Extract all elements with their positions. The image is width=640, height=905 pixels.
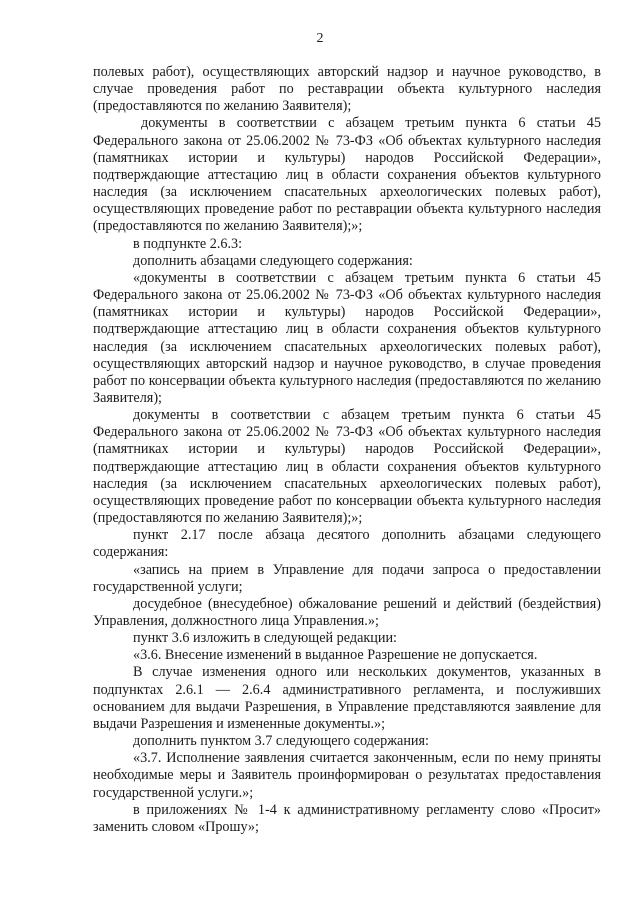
paragraph: в приложениях № 1-4 к административному регламенту слово «Просит» заменить словом «Прошу»; <box>93 801 601 835</box>
paragraph: досудебное (внесудебное) обжалование решений и действий (бездействия) Управления, должностного лица Управления.»; <box>93 595 601 629</box>
paragraph: «запись на прием в Управление для подачи запроса о предоставлении государственной услуги; <box>93 561 601 595</box>
paragraph-continuation: полевых работ), осуществляющих авторский надзор и научное руководство, в случае проведения работ по реставрации объекта культурного наследия (предоставляются по желанию Заявителя); <box>93 64 601 115</box>
paragraph: документы в соответствии с абзацем третьим пункта 6 статьи 45 Федерального закона от 25.06.2002 № 73-ФЗ «Об объектах культурного наследия (памятниках истории и культуры) народов Российской Федерации», подтверждающие аттестацию лиц в области сохранения объектов культурного наследия (за исключением спасательных археологических полевых работ), осуществляющих проведение работ по консервации объекта культурного наследия (предоставляются по желанию Заявителя);»; <box>93 407 601 527</box>
paragraph: «3.6. Внесение изменений в выданное Разрешение не допускается. <box>133 647 538 664</box>
paragraph: документы в соответствии с абзацем третьим пункта 6 статьи 45 Федерального закона от 25.06.2002 № 73-ФЗ «Об объектах культурного наследия (памятниках истории и культуры) народов Российской Федерации», подтверждающие аттестацию лиц в области сохранения объектов культурного наследия (за исключением спасательных археологических полевых работ), осуществляющих проведение работ по реставрации объекта культурного наследия (предоставляются по желанию Заявителя);»; <box>93 115 601 235</box>
paragraph: «документы в соответствии с абзацем третьим пункта 6 статьи 45 Федерального закона от 25.06.2002 № 73-ФЗ «Об объектах культурного наследия (памятниках истории и культуры) народов Российской Федерации», подтверждающие аттестацию лиц в области сохранения объектов культурного наследия (за исключением спасательных археологических полевых работ), осуществляющих авторский надзор и научное руководство, в случае проведения работ по консервации объекта культурного наследия (предоставляются по желанию Заявителя); <box>93 269 601 406</box>
paragraph: дополнить абзацами следующего содержания: <box>133 252 413 269</box>
page-number: 2 <box>316 31 324 46</box>
paragraph: В случае изменения одного или нескольких документов, указанных в подпунктах 2.6.1 — 2.6.4 административного регламента, и послуживших основанием для выдачи Разрешения, в Управление представляются заявление для выдачи Разрешения и измененные документы.»; <box>93 664 601 732</box>
paragraph: пункт 2.17 после абзаца десятого дополнить абзацами следующего содержания: <box>93 527 601 561</box>
document-body <box>93 64 601 836</box>
paragraph: пункт 3.6 изложить в следующей редакции: <box>133 630 397 647</box>
paragraph: «3.7. Исполнение заявления считается законченным, если по нему приняты необходимые меры и Заявитель проинформирован о результатах предоставления государственной услуги.»; <box>93 750 601 801</box>
paragraph: дополнить пунктом 3.7 следующего содержания: <box>133 733 429 750</box>
paragraph: в подпункте 2.6.3: <box>133 235 243 252</box>
